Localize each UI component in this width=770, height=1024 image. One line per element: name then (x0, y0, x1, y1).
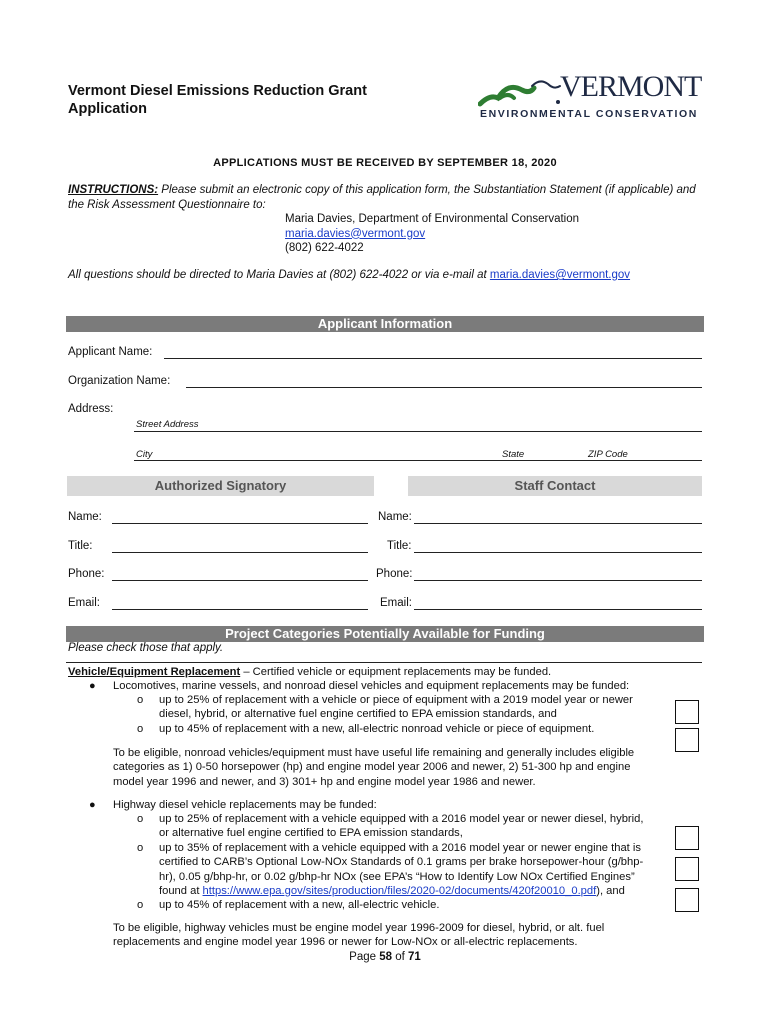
staff-phone-field[interactable] (414, 580, 702, 581)
page-number: Page 58 of 71 (349, 951, 421, 963)
zip-code-label: ZIP Code (588, 449, 628, 460)
highway-option-2-line-4: found at https://www.epa.gov/sites/production/files/2020-02/documents/420f20010_0.pdf), and (159, 884, 625, 897)
nonroad-option-1-checkbox[interactable] (675, 700, 699, 724)
signatory-email-field[interactable] (112, 609, 368, 610)
vehicle-replacement-text: – Certified vehicle or equipment replacements may be funded. (240, 666, 552, 678)
highway-option-2-checkbox[interactable] (675, 857, 699, 881)
nonroad-option-1-line-2: diesel, hybrid, or alternative fuel engine certified to EPA emission standards, and (159, 708, 557, 721)
nonroad-eligibility (113, 746, 634, 789)
instructions-label: INSTRUCTIONS: (68, 184, 159, 196)
total-pages: 71 (408, 951, 421, 963)
logo-wordmark: VERMONT (560, 70, 702, 103)
vehicle-replacement-label: Vehicle/Equipment Replacement (68, 666, 241, 678)
document-title (68, 82, 367, 118)
contact-email-link[interactable]: maria.davies@vermont.gov (285, 227, 426, 240)
questions-text: All questions should be directed to Maria Davies at (802) 622-4022 or via e-mail at (68, 269, 490, 281)
vermont-dec-logo (474, 68, 706, 126)
organization-name-label: Organization Name: (68, 375, 171, 387)
staff-title-label: Title: (387, 540, 412, 552)
staff-email-label: Email: (380, 597, 412, 609)
section-divider (66, 662, 702, 663)
bullet-icon: ● (89, 799, 96, 811)
authorized-signatory-heading: Authorized Signatory (67, 476, 374, 496)
nonroad-option-2: up to 45% of replacement with a new, all-electric nonroad vehicle or piece of equipment. (159, 723, 595, 735)
questions-email-link[interactable]: maria.davies@vermont.gov (489, 269, 631, 281)
nonroad-eligibility-line-2: categories as 1) 0-50 horsepower (hp) and engine model year 2006 and newer, 2) 51-300 hp and engine (113, 761, 631, 774)
deadline-notice: APPLICATIONS MUST BE RECEIVED BY SEPTEMBER 18, 2020 (213, 157, 557, 169)
highway-eligibility-line-1: To be eligible, highway vehicles must be engine model year 1996-2009 for diesel, hybrid, or alt. fuel (113, 922, 605, 934)
staff-name-label: Name: (378, 511, 412, 523)
sub-bullet-icon: o (137, 842, 144, 854)
bullet-icon: ● (89, 680, 96, 692)
staff-email-field[interactable] (414, 609, 702, 610)
questions-note (68, 269, 630, 281)
nonroad-option-2-checkbox[interactable] (675, 728, 699, 752)
contact-phone: (802) 622-4022 (285, 242, 364, 254)
sub-bullet-icon: o (137, 694, 144, 706)
title-line-2: Application (68, 101, 147, 117)
street-address-label: Street Address (136, 419, 199, 430)
highway-option-1-checkbox[interactable] (675, 826, 699, 850)
highway-option-2-line-1: up to 35% of replacement with a vehicle equipped with a 2016 model year or newer engine that is (159, 842, 641, 854)
signatory-title-label: Title: (68, 540, 93, 552)
instructions-text: Please submit an electronic copy of this application form, the Substantiation Statement (if applicable) and the Risk Assessment Questionnaire to: (68, 184, 696, 211)
street-address-field[interactable] (134, 431, 702, 432)
nonroad-eligibility-line-1: To be eligible, nonroad vehicles/equipment must have useful life remaining and generally includes eligible (113, 747, 635, 759)
bullet-highway: Highway diesel vehicle replacements may be funded: (113, 799, 377, 811)
sub-bullet-icon: o (137, 723, 144, 735)
contact-block (285, 212, 579, 256)
project-categories-heading: Project Categories Potentially Available for Funding (66, 626, 704, 642)
staff-contact-heading: Staff Contact (408, 476, 702, 496)
highway-option-2-line-3: hr), 0.05 g/bhp-hr, or 0.02 g/bhp-hr NOx (see EPA’s “How to Identify Low NOx Certified Engines” (159, 870, 635, 883)
city-label: City (136, 449, 153, 460)
highway-eligibility-line-2: replacements and engine model year 1996 or newer for Low-NOx or all-electric replacements. (113, 936, 578, 949)
signatory-name-field[interactable] (112, 523, 368, 524)
applicant-information-heading: Applicant Information (66, 316, 704, 332)
instructions (68, 183, 708, 212)
logo-subtitle: ENVIRONMENTAL CONSERVATION (480, 108, 698, 120)
nonroad-eligibility-line-3: model year 1996 and newer, and 3) 301+ hp and engine model year 1986 and newer. (113, 775, 536, 788)
city-state-zip-field[interactable] (134, 460, 702, 461)
highway-option-3-checkbox[interactable] (675, 888, 699, 912)
current-page: 58 (379, 951, 393, 963)
nonroad-option-1-line-1: up to 25% of replacement with a vehicle or piece of equipment with a 2019 model year or newer (159, 694, 633, 706)
sub-bullet-icon: o (137, 899, 144, 911)
highway-option-1-line-1: up to 25% of replacement with a vehicle equipped with a 2016 model year or newer diesel, hybrid, (159, 813, 644, 825)
nonroad-option-1 (159, 693, 633, 722)
signatory-title-field[interactable] (112, 552, 368, 553)
contact-name: Maria Davies, Department of Environmental Conservation (285, 213, 580, 225)
check-note: Please check those that apply. (68, 642, 224, 654)
highway-eligibility (113, 921, 604, 950)
state-label: State (502, 449, 525, 460)
signatory-phone-field[interactable] (112, 580, 368, 581)
highway-option-3: up to 45% of replacement with a new, all-electric vehicle. (159, 899, 440, 911)
vehicle-replacement-intro (68, 665, 551, 679)
address-label: Address: (68, 403, 114, 415)
signatory-email-label: Email: (68, 597, 100, 609)
epa-low-nox-link[interactable]: https://www.epa.gov/sites/production/files/2020-02/documents/420f20010_0.pdf (202, 884, 597, 897)
highway-option-2 (159, 841, 643, 898)
applicant-name-label: Applicant Name: (68, 346, 153, 358)
organization-name-field[interactable] (186, 387, 702, 388)
mountain-logo-icon (478, 74, 564, 108)
highway-option-1 (159, 812, 643, 841)
staff-phone-label: Phone: (376, 568, 413, 580)
highway-option-1-line-2: or alternative fuel engine certified to EPA emission standards, (159, 827, 463, 840)
bullet-nonroad: Locomotives, marine vessels, and nonroad diesel vehicles and equipment replacements may be funded: (113, 680, 630, 692)
staff-title-field[interactable] (414, 552, 702, 553)
title-line-1: Vermont Diesel Emissions Reduction Grant (68, 83, 367, 99)
sub-bullet-icon: o (137, 813, 144, 825)
applicant-name-field[interactable] (164, 358, 702, 359)
highway-option-2-line-2: certified to CARB’s Optional Low-NOx Standards of 0.1 grams per brake horsepower-hour (g/bhp- (159, 856, 644, 869)
staff-name-field[interactable] (414, 523, 702, 524)
signatory-phone-label: Phone: (68, 568, 105, 580)
signatory-name-label: Name: (68, 511, 102, 523)
